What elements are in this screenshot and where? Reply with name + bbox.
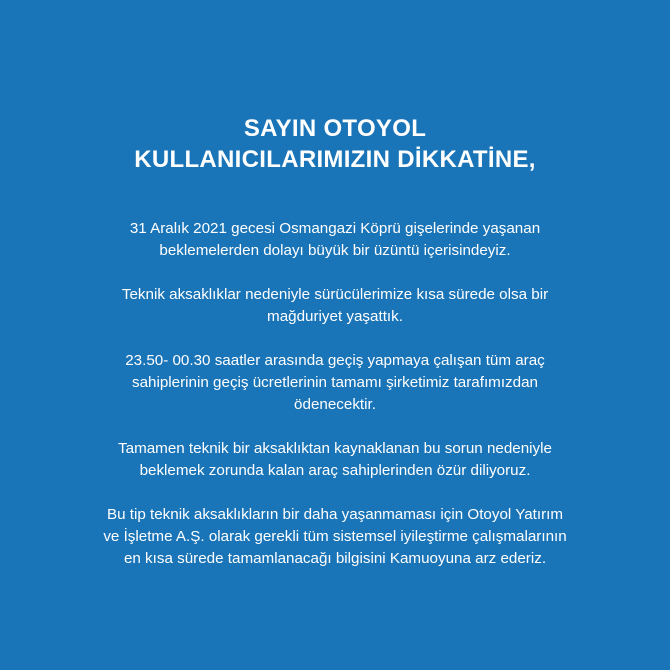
paragraph-line: en kısa sürede tamamlanacağı bilgisini Kamuoyuna arz ederiz. [123, 550, 547, 567]
notice-body [40, 218, 630, 592]
paragraph-line: mağduriyet yaşattık. [267, 308, 403, 325]
paragraph-line: ödenecektir. [294, 396, 376, 413]
paragraph-line: Tamamen teknik bir aksaklıktan kaynaklanan bu sorun nedeniyle [118, 440, 552, 457]
paragraph-line: Teknik aksaklıklar nedeniyle sürücülerimize kısa sürede olsa bir [121, 286, 549, 303]
paragraph-line: 23.50- 00.30 saatler arasında geçiş yapmaya çalışan tüm araç [125, 352, 545, 369]
paragraph-5 [40, 504, 630, 570]
paragraph-line: 31 Aralık 2021 gecesi Osmangazi Köprü gişelerinde yaşanan [129, 220, 541, 237]
title-line-1: SAYIN OTOYOL [243, 115, 427, 142]
paragraph-4 [40, 438, 630, 482]
title-line-2: KULLANICILARIMIZIN DİKKATİNE, [134, 146, 536, 173]
paragraph-line: beklemek zorunda kalan araç sahiplerinden özür diliyoruz. [139, 462, 531, 479]
paragraph-2 [40, 284, 630, 328]
paragraph-line: ve İşletme A.Ş. olarak gerekli tüm sistemsel iyileştirme çalışmalarının [103, 528, 567, 545]
paragraph-line: sahiplerinin geçiş ücretlerinin tamamı şirketimiz tarafımızdan [132, 374, 538, 391]
paragraph-line: beklemelerden dolayı büyük bir üzüntü içerisindeyiz. [159, 242, 511, 259]
paragraph-line: Bu tip teknik aksaklıkların bir daha yaşanmaması için Otoyol Yatırım [106, 506, 564, 523]
notice-title [0, 113, 670, 175]
paragraph-1 [40, 218, 630, 262]
paragraph-3 [40, 350, 630, 416]
